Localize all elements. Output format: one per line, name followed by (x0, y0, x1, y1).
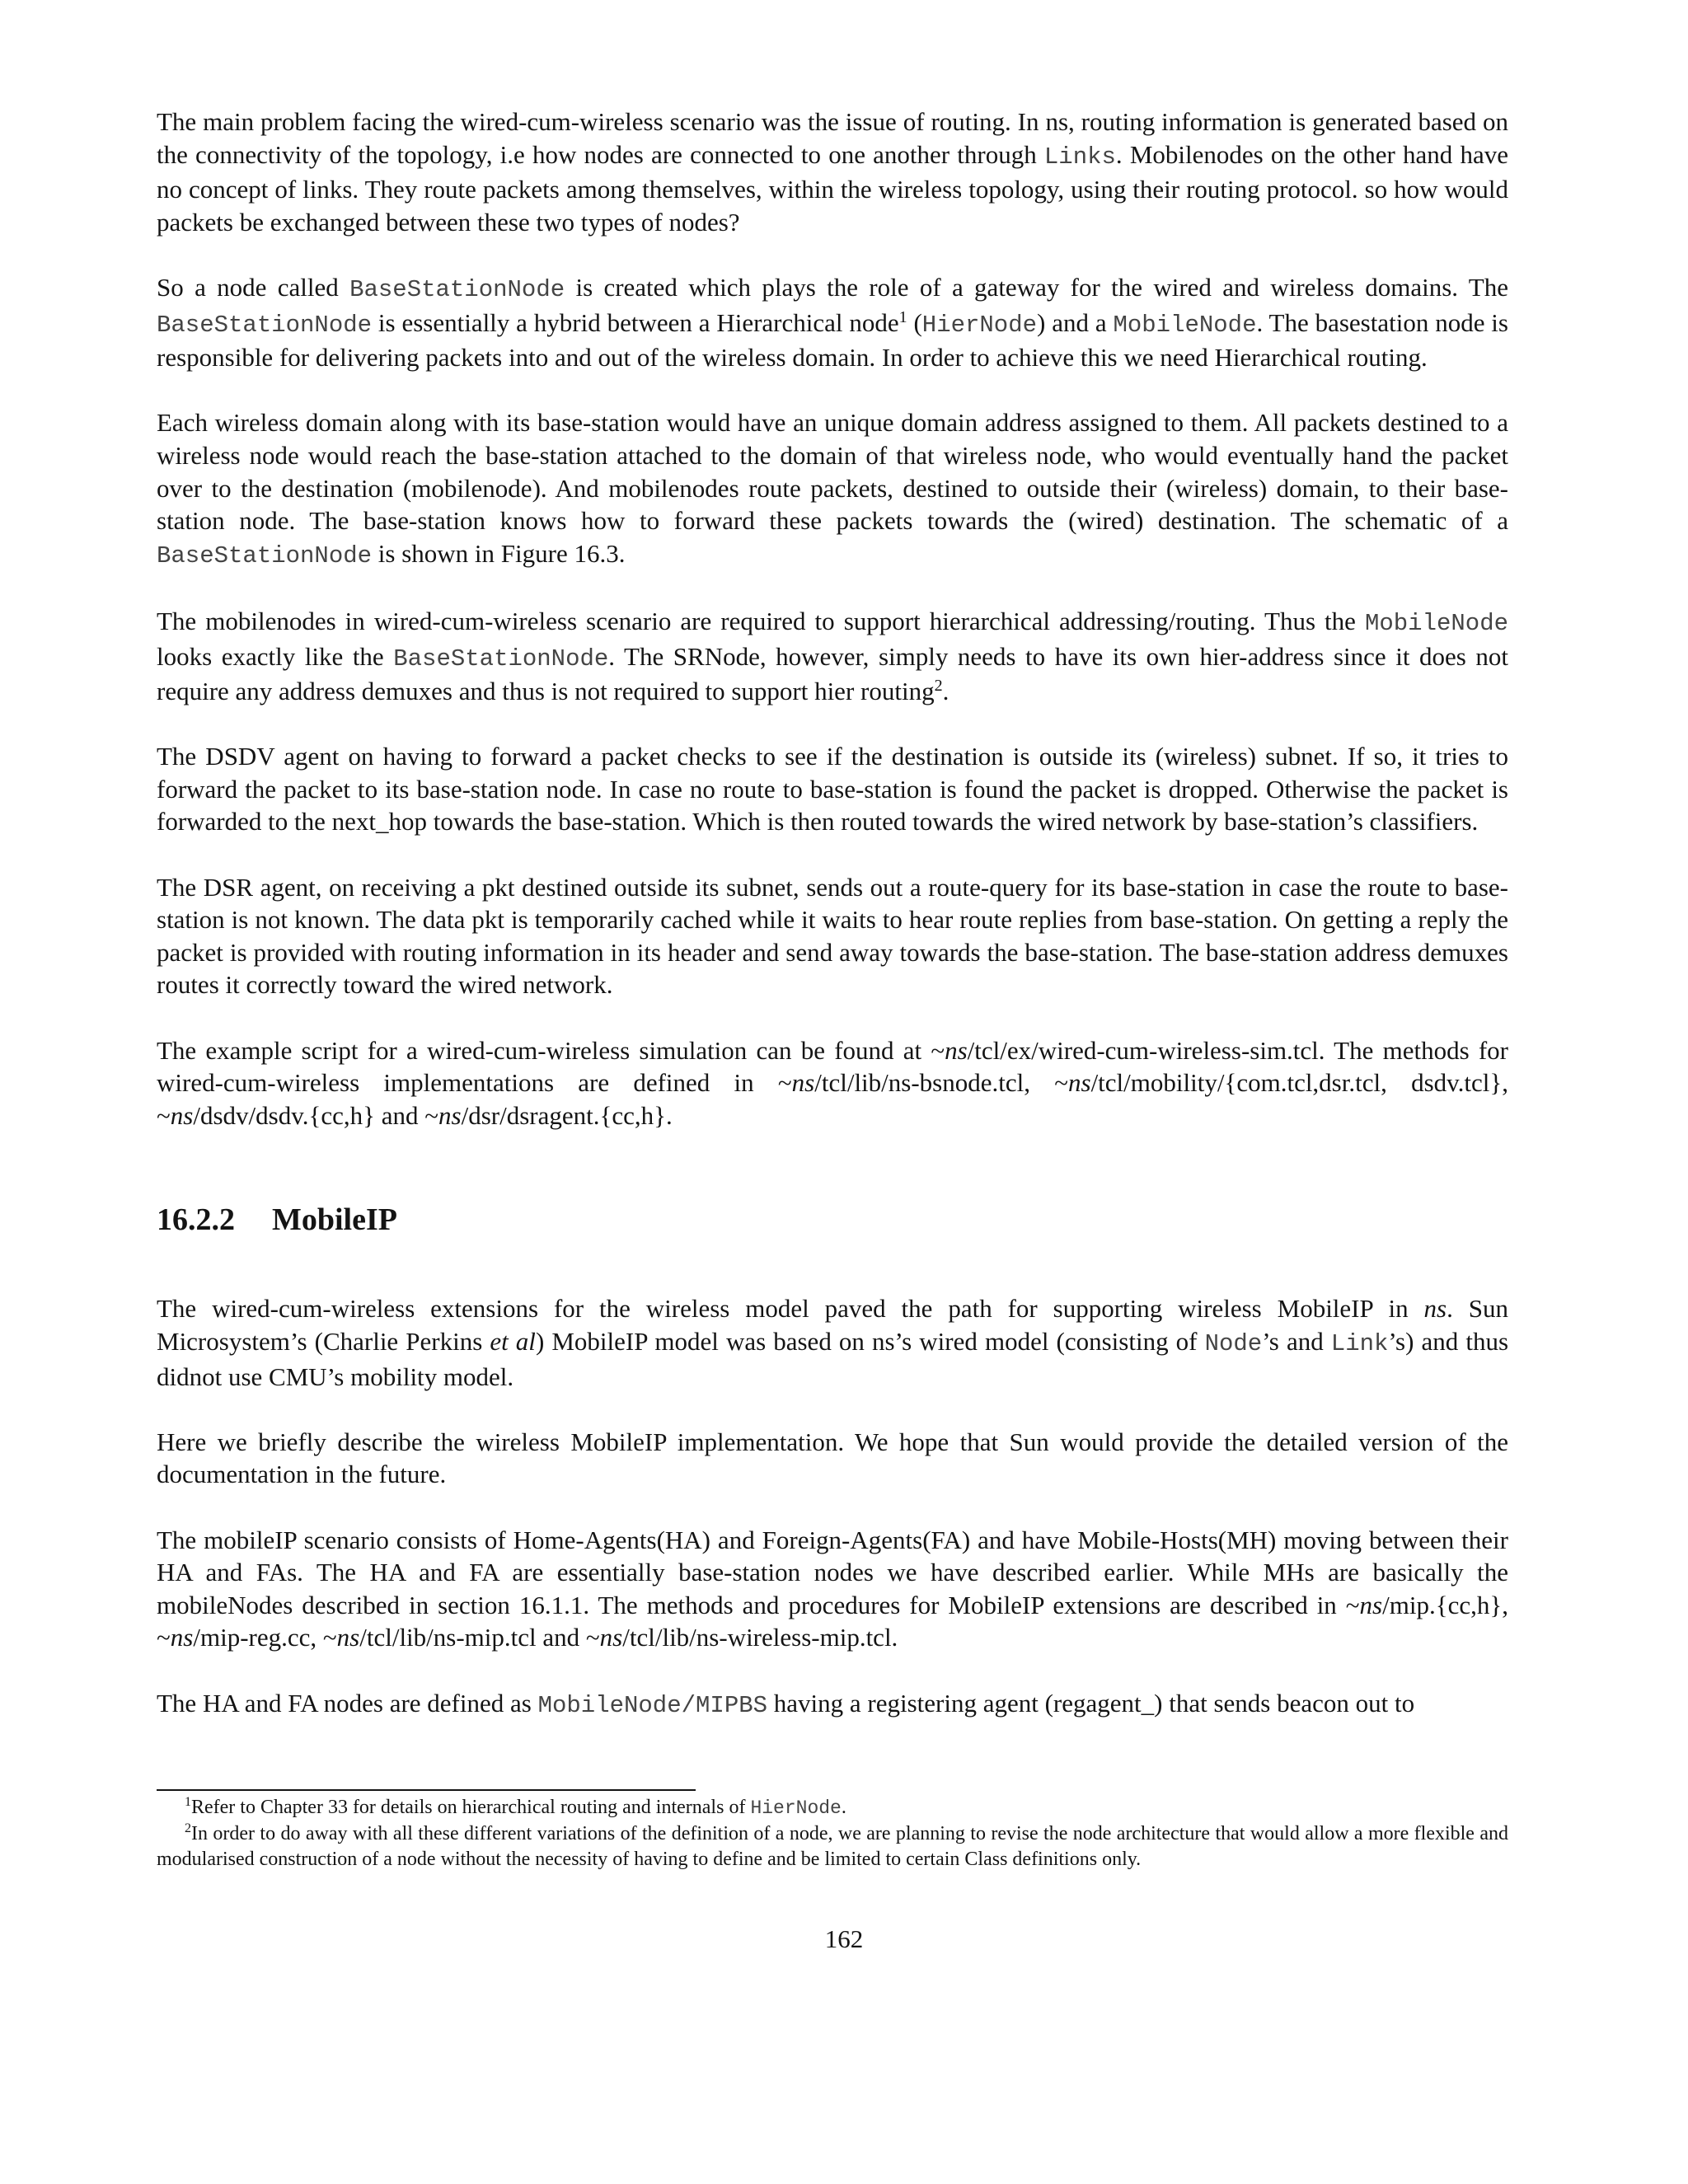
text: . The SRNode, however, simply needs to have its own hier-address since it does not require any address demuxes and thus is not required to support hier routing (157, 641, 1508, 706)
italic-ns: ns (1067, 1068, 1091, 1098)
text: The wired-cum-wireless extensions for the wireless model paved the path for supporting wireless MobileIP in (157, 1294, 1424, 1324)
paragraph-dsdv-agent: The DSDV agent on having to forward a packet checks to see if the destination is outside its (wireless) subnet. If so, it tries to forward the packet to its base-station node. In case no route to base-station is found the packet is dropped. Otherwise the packet is forwarded to the next_hop towards the base-station. Which is then routed towards the wired network by base-station’s classifiers. (157, 742, 1508, 837)
code-mobilenode: MobileNode (1364, 609, 1508, 637)
code-basestationnode: BaseStationNode (349, 275, 565, 303)
text: ( (907, 307, 922, 337)
text: Refer to Chapter 33 for details on hierarchical routing and internals of (191, 1797, 751, 1818)
text: The mobileIP scenario consists of Home-Agents(HA) and Foreign-Agents(FA) and have Mobile-Hosts(MH) moving between their HA and FAs. The HA and FA are essentially base-station nodes we have described earlier. While MHs are basically the mobileNodes described in section 16.1.1. The methods and procedures for MobileIP extensions are described in ~ (157, 1525, 1508, 1619)
footnote-2 (157, 1821, 1508, 1872)
italic-ns: ns (945, 1035, 968, 1065)
footnote-1 (157, 1795, 1508, 1821)
code-basestationnode: BaseStationNode (157, 311, 373, 339)
footnote-divider (157, 1789, 696, 1791)
italic-ns: ns (1423, 1294, 1447, 1324)
text: is essentially a hybrid between a Hierarchical node (372, 307, 899, 337)
section-number: 16.2.2 (157, 1202, 235, 1238)
paragraph-routing-problem (157, 105, 1508, 238)
italic-ns: ns (791, 1068, 815, 1098)
italic-ns: ns (170, 1623, 194, 1652)
text: /tcl/lib/ns-mip.tcl and ~ (359, 1623, 600, 1652)
text: The main problem facing the wired-cum-wireless scenario was the issue of routing. In ns, routing information is generated based on the connectivity of the topology, i.e how nodes are connected to one another through (157, 107, 1508, 169)
text: /tcl/lib/ns-wireless-mip.tcl. (622, 1623, 898, 1652)
code-hiernode: HierNode (921, 311, 1038, 339)
text: The mobilenodes in wired-cum-wireless scenario are required to support hierarchical addressing/routing. Thus the (157, 606, 1365, 635)
text: /mip.{cc,h}, ~ (157, 1590, 1508, 1652)
text: Each wireless domain along with its base-station would have an unique domain address assigned to them. All packets destined to a wireless node would reach the base-station attached to the domain of that wireless node, who would eventually hand the packet over to the destination (mobilenode). And mobilenodes route packets, destined to outside their (wireless) domain, to their base-station node. The base-station knows how to forward these packets towards the (wired) destination. The schematic of a (157, 408, 1508, 536)
paragraph-mobileip-description: Here we briefly describe the wireless MobileIP implementation. We hope that Sun would provide the detailed version of the documentation in the future. (157, 1427, 1508, 1489)
footnote-mark: 1 (185, 1795, 191, 1809)
code-hiernode: HierNode (750, 1797, 842, 1819)
paragraph-ha-fa-nodes (157, 1687, 1508, 1722)
page-number: 162 (824, 1924, 864, 1953)
text: . Mobilenodes on the other hand have no concept of links. They route packets among themselves, within the wireless topology, using their routing protocol. so how would packets be exchanged between these two types of nodes? (157, 139, 1508, 237)
code-mobilenode: MobileNode (1113, 311, 1257, 339)
section-heading (157, 1202, 1508, 1238)
code-mobilenode-mipbs: MobileNode/MIPBS (537, 1691, 768, 1719)
code-link: Link (1330, 1330, 1389, 1357)
footnotes (157, 1795, 1508, 1872)
text: /dsr/dsragent.{cc,h}. (461, 1100, 673, 1130)
text: ’s) and thus didnot use CMU’s mobility model. (157, 1327, 1509, 1391)
italic-ns: ns (1359, 1590, 1383, 1619)
italic-et-al: et al (490, 1327, 536, 1356)
footnote-ref-2[interactable]: 2 (934, 677, 943, 696)
text: . (841, 1797, 846, 1818)
paragraph-dsr-agent: The DSR agent, on receiving a pkt destined outside its subnet, sends out a route-query for its base-station in case the route to base-station is not known. The data pkt is temporarily cached while it waits to hear route replies from base-station. On getting a reply the packet is provided with routing information in its header and send away towards the base-station. The base-station address demuxes routes it correctly toward the wired network. (157, 872, 1508, 1000)
code-basestationnode: BaseStationNode (157, 541, 373, 569)
text: . The basestation node is responsible for delivering packets into and out of the wireless domain. In order to achieve this we need Hierarchical routing. (157, 307, 1508, 373)
italic-ns: ns (438, 1100, 462, 1130)
section-title: MobileIP (272, 1202, 397, 1238)
text: having a registering agent (regagent_) that sends beacon out to (767, 1688, 1415, 1718)
paragraph-hierarchical-addressing (157, 605, 1508, 708)
text: /tcl/ex/wired-cum-wireless-sim.tcl. The methods for wired-cum-wireless implementations are defined in ~ (157, 1035, 1508, 1098)
code-links: Links (1043, 143, 1116, 171)
italic-ns: ns (599, 1623, 623, 1652)
text: /tcl/mobility/{com.tcl,dsr.tcl, dsdv.tcl}, ~ (157, 1068, 1508, 1130)
text: So a node called (157, 272, 350, 302)
paragraph-basestation-node (157, 271, 1508, 374)
footnote-ref-1[interactable]: 1 (898, 307, 907, 326)
paragraph-domain-address (157, 406, 1508, 572)
text: In order to do away with all these different variations of the definition of a node, we are planning to revise the node architecture that would allow a more flexible and modularised construction of a node without the necessity of having to define and be limited to certain Class definitions only. (157, 1823, 1508, 1870)
italic-ns: ns (336, 1623, 360, 1652)
paragraph-mobileip-scenario (157, 1524, 1508, 1654)
text: The HA and FA nodes are defined as (157, 1688, 538, 1718)
text: . (942, 677, 950, 706)
text: is shown in Figure 16.3. (372, 538, 626, 568)
text: . Sun Microsystem’s (Charlie Perkins (157, 1294, 1508, 1356)
text: looks exactly like the (157, 641, 394, 671)
text: ) and a (1037, 307, 1114, 337)
page-body (157, 105, 1508, 1722)
text: is created which plays the role of a gateway for the wired and wireless domains. The (565, 272, 1508, 302)
text: ) MobileIP model was based on ns’s wired model (consisting of (535, 1327, 1205, 1356)
code-basestationnode: BaseStationNode (393, 644, 609, 673)
footnote-mark: 2 (185, 1821, 191, 1835)
text: The example script for a wired-cum-wireless simulation can be found at ~ (157, 1035, 945, 1065)
paragraph-mobileip-intro (157, 1292, 1508, 1393)
code-node: Node (1204, 1330, 1263, 1357)
italic-ns: ns (170, 1100, 194, 1130)
text: /dsdv/dsdv.{cc,h} and ~ (193, 1100, 439, 1130)
text: /mip-reg.cc, ~ (193, 1623, 337, 1652)
text: /tcl/lib/ns-bsnode.tcl, ~ (814, 1068, 1068, 1098)
paragraph-example-script (157, 1034, 1508, 1132)
text: ’s and (1262, 1327, 1331, 1356)
